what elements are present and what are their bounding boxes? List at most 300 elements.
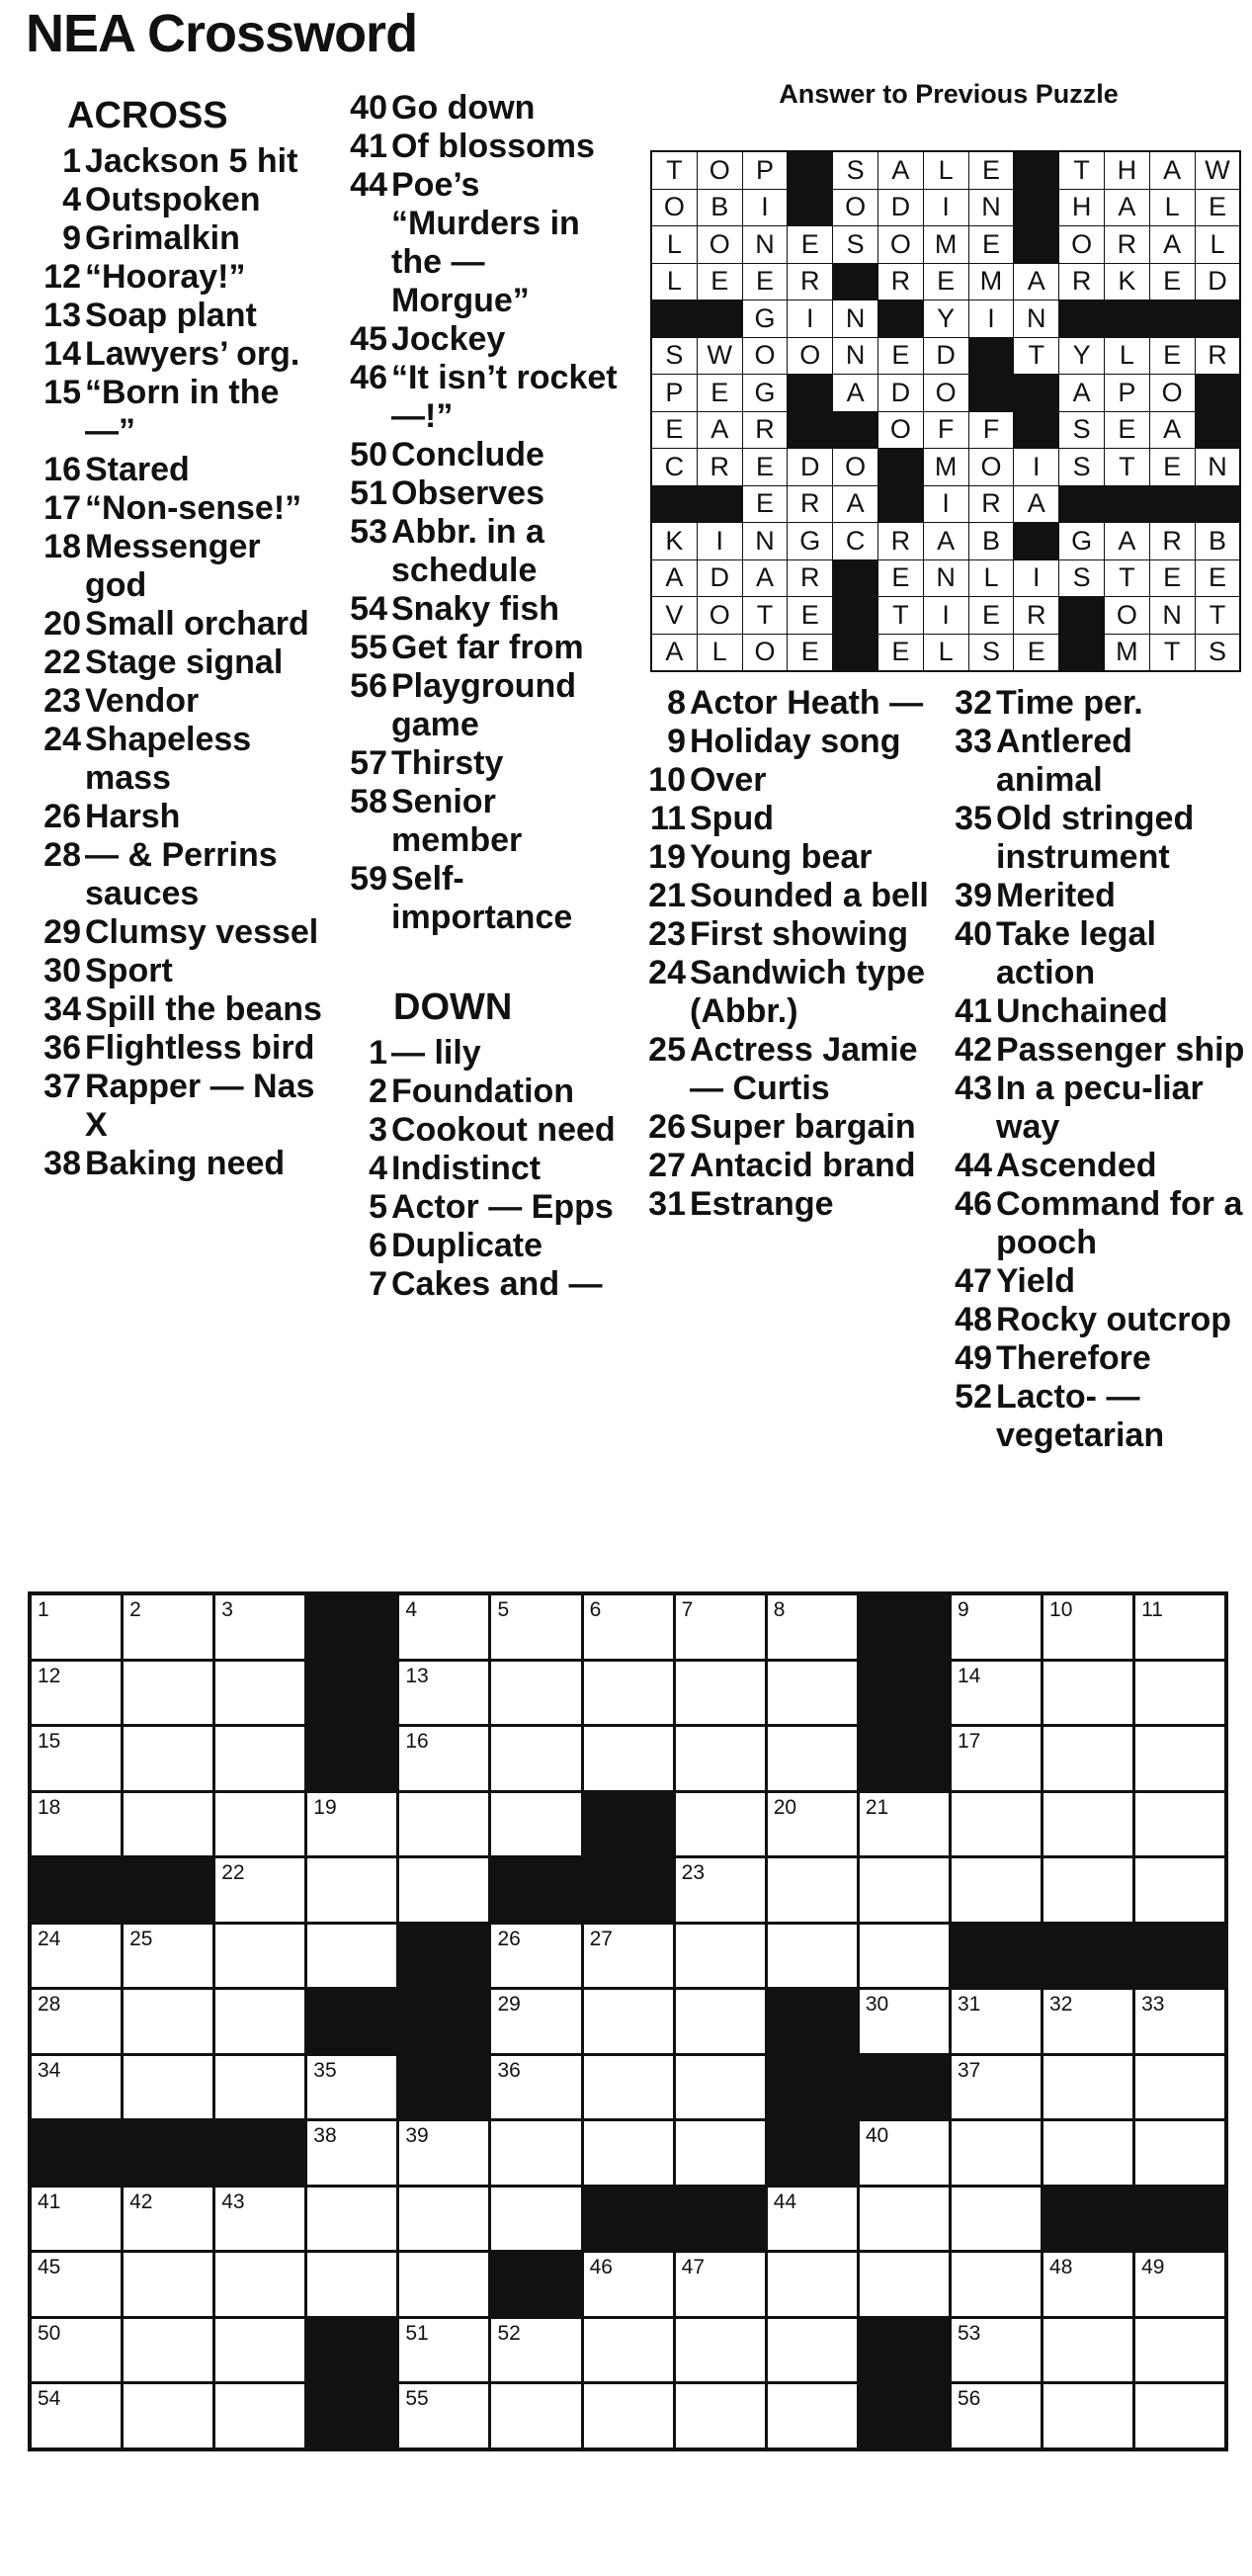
grid-cell[interactable] [124,2056,212,2119]
answer-cell: S [652,338,697,375]
grid-cell[interactable] [952,2319,1041,2382]
clue-number: 38 [43,1145,81,1182]
grid-cell[interactable] [1043,2253,1132,2316]
across-clue-9 [28,219,324,258]
grid-cell[interactable] [952,1595,1041,1659]
cell-number: 11 [1141,1598,1163,1621]
answer-cell: L [1105,338,1149,375]
grid-block [124,2121,212,2185]
grid-cell[interactable] [399,1662,488,1725]
grid-cell[interactable] [491,2384,580,2447]
grid-cell[interactable] [1135,2056,1224,2119]
clue-text: Therefore [996,1339,1151,1377]
grid-cell[interactable] [768,2188,857,2251]
grid-cell[interactable] [768,1793,857,1856]
grid-cell[interactable] [124,1990,212,2053]
clue-text: “Hooray!” [85,258,246,296]
grid-cell[interactable] [491,1662,580,1725]
across-clue-22 [28,644,324,682]
grid-cell[interactable] [124,2384,212,2447]
answer-cell: E [698,375,742,411]
grid-cell[interactable] [124,1662,212,1725]
cell-number: 4 [405,1598,418,1621]
grid-cell[interactable] [584,2319,673,2382]
down-clue-43 [939,1070,1245,1147]
cell-number: 41 [38,2190,61,2213]
grid-cell[interactable] [1043,1858,1132,1922]
grid-cell[interactable] [215,2056,304,2119]
answer-cell: T [1196,597,1240,634]
grid-block [860,1662,949,1725]
grid-cell[interactable] [215,1595,304,1659]
grid-cell[interactable] [584,1727,673,1790]
grid-block [307,1595,396,1659]
answer-block [1196,412,1240,449]
answer-block [878,486,923,523]
grid-cell[interactable] [1135,1858,1224,1922]
answer-cell: E [878,560,923,597]
grid-cell[interactable] [768,1858,857,1922]
answer-cell: I [924,486,968,523]
grid-cell[interactable] [399,2188,488,2251]
clue-text: Cookout need [391,1111,616,1149]
clue-number: 17 [43,489,81,527]
grid-cell[interactable] [215,2253,304,2316]
grid-cell[interactable] [1043,2384,1132,2447]
across-clue-58 [334,783,630,860]
answer-block [833,635,877,671]
across-clue-30 [28,952,324,990]
grid-cell[interactable] [307,1925,396,1988]
clue-number: 9 [62,219,81,257]
grid-cell[interactable] [584,1990,673,2053]
down-clue-26 [632,1108,929,1147]
cell-number: 26 [497,1927,521,1950]
clue-text: Take legal action [996,915,1156,991]
clue-text: Self-importance [391,860,573,936]
answer-cell: S [1059,560,1104,597]
grid-cell[interactable] [1135,2253,1224,2316]
across-clue-26 [28,798,324,836]
grid-cell[interactable] [952,2384,1041,2447]
grid-cell[interactable] [215,1858,304,1922]
grid-cell[interactable] [215,1990,304,2053]
answer-cell: P [1105,375,1149,411]
grid-cell[interactable] [491,1990,580,2053]
answer-cell: N [1196,449,1240,485]
answer-cell: O [924,375,968,411]
grid-cell[interactable] [124,2319,212,2382]
answer-cell: L [1196,226,1240,263]
answer-cell: A [743,560,788,597]
down-clue-48 [939,1301,1245,1339]
grid-cell[interactable] [32,1727,121,1790]
grid-cell[interactable] [1135,2319,1224,2382]
across-column-1 [28,87,324,1183]
answer-cell: E [878,338,923,375]
cell-number: 22 [221,1861,245,1884]
answer-cell: C [652,449,697,485]
grid-block [860,2056,949,2119]
answer-cell: S [1059,412,1104,449]
down-clue-1 [334,1034,630,1073]
answer-cell: I [924,190,968,226]
answer-cell: E [1196,190,1240,226]
grid-cell[interactable] [491,1595,580,1659]
grid-cell[interactable] [491,2121,580,2185]
cell-number: 18 [38,1795,61,1819]
grid-cell[interactable] [676,1727,765,1790]
grid-cell[interactable] [215,1662,304,1725]
grid-cell[interactable] [124,1925,212,1988]
across-clue-4 [28,181,324,219]
grid-cell[interactable] [952,1793,1041,1856]
clue-column-2 [334,89,630,1304]
grid-cell[interactable] [124,2253,212,2316]
clue-text: Sounded a bell [690,877,929,914]
clue-number: 53 [350,513,387,551]
clue-text: — lily [391,1034,481,1072]
grid-cell[interactable] [676,1793,765,1856]
cell-number: 15 [38,1730,61,1753]
answer-cell: D [924,338,968,375]
grid-cell[interactable] [584,1662,673,1725]
grid-cell[interactable] [124,1793,212,1856]
grid-cell[interactable] [307,2121,396,2185]
clue-number: 55 [350,629,387,666]
grid-cell[interactable] [399,1793,488,1856]
cell-number: 49 [1141,2256,1165,2278]
down-clue-8 [632,684,929,723]
answer-cell: D [878,375,923,411]
answer-block [698,486,742,523]
grid-cell[interactable] [676,2319,765,2382]
cell-number: 52 [497,2321,521,2345]
answer-cell: L [652,226,697,263]
clue-number: 54 [350,590,387,628]
grid-cell[interactable] [584,2056,673,2119]
grid-cell[interactable] [1043,1990,1132,2053]
grid-cell[interactable] [1135,1793,1224,1856]
clue-number: 46 [955,1185,992,1223]
grid-cell[interactable] [491,2319,580,2382]
answer-cell: R [1105,226,1149,263]
grid-cell[interactable] [307,1793,396,1856]
grid-cell[interactable] [676,1925,765,1988]
grid-cell[interactable] [768,1727,857,1790]
clue-number: 14 [43,335,81,373]
grid-cell[interactable] [399,1727,488,1790]
cell-number: 47 [681,2256,706,2278]
answer-cell: B [698,190,742,226]
answer-block [1150,486,1195,523]
clue-number: 45 [350,320,387,358]
cell-number: 20 [773,1795,797,1819]
grid-cell[interactable] [768,1662,857,1725]
answer-cell: F [969,412,1014,449]
grid-cell[interactable] [307,2188,396,2251]
answer-block [652,486,697,523]
grid-cell[interactable] [952,2188,1041,2251]
grid-cell[interactable] [1043,2056,1132,2119]
grid-cell[interactable] [491,1925,580,1988]
answer-cell: A [833,486,877,523]
cell-number: 10 [1049,1598,1073,1621]
clue-text: Senior member [391,783,523,859]
grid-block [584,1793,673,1856]
across-clue-54 [334,590,630,629]
grid-cell[interactable] [1135,1662,1224,1725]
cell-number: 50 [38,2321,61,2345]
grid-block [32,2121,121,2185]
grid-cell[interactable] [768,2319,857,2382]
clue-number: 42 [955,1031,992,1069]
across-clue-56 [334,667,630,744]
clue-text: Playground game [391,667,577,743]
grid-block [307,1990,396,2053]
grid-cell[interactable] [952,1990,1041,2053]
grid-block [952,1925,1041,1988]
grid-cell[interactable] [32,2188,121,2251]
grid-cell[interactable] [952,1727,1041,1790]
clue-text: Snaky fish [391,590,560,628]
grid-cell[interactable] [860,2253,949,2316]
grid-cell[interactable] [860,1925,949,1988]
grid-cell[interactable] [399,2121,488,2185]
grid-cell[interactable] [215,1727,304,1790]
across-clue-16 [28,451,324,489]
clue-number: 59 [350,860,387,898]
grid-cell[interactable] [307,2056,396,2119]
grid-cell[interactable] [32,2056,121,2119]
grid-cell[interactable] [860,1793,949,1856]
grid-cell[interactable] [1135,1990,1224,2053]
answer-cell: O [833,449,877,485]
grid-block [860,1595,949,1659]
down-clue-list-end [939,684,1245,1455]
answer-cell: P [743,152,788,189]
grid-block [1135,2188,1224,2251]
grid-block [124,1858,212,1922]
cell-number: 7 [681,1598,694,1621]
grid-cell[interactable] [676,1595,765,1659]
answer-block [1196,486,1240,523]
grid-cell[interactable] [768,1595,857,1659]
grid-cell[interactable] [1135,1595,1224,1659]
down-clue-list [334,1034,630,1304]
grid-cell[interactable] [860,2121,949,2185]
grid-cell[interactable] [399,1595,488,1659]
grid-cell[interactable] [491,1727,580,1790]
grid-cell[interactable] [952,1858,1041,1922]
clue-number: 41 [955,992,992,1030]
grid-cell[interactable] [215,2384,304,2447]
answer-cell: S [1196,635,1240,671]
grid-cell[interactable] [952,2056,1041,2119]
grid-cell[interactable] [32,1793,121,1856]
down-clue-31 [632,1185,929,1224]
grid-block [307,2384,396,2447]
answer-cell: E [652,412,697,449]
grid-cell[interactable] [399,1858,488,1922]
across-clue-51 [334,474,630,513]
grid-cell[interactable] [215,1793,304,1856]
clue-number: 16 [43,451,81,488]
clue-text: Outspoken [85,181,261,218]
clue-text: First showing [690,915,908,953]
grid-cell[interactable] [1043,1793,1132,1856]
grid-cell[interactable] [32,2253,121,2316]
grid-cell[interactable] [124,1727,212,1790]
answer-cell: T [878,597,923,634]
grid-cell[interactable] [584,2253,673,2316]
clue-text: Jackson 5 hit [85,142,298,180]
clue-text: Foundation [391,1073,575,1110]
answer-cell: S [833,226,877,263]
clue-number: 34 [43,990,81,1028]
answer-cell: D [698,560,742,597]
across-clue-55 [334,629,630,667]
grid-cell[interactable] [676,1990,765,2053]
answer-cell: S [833,152,877,189]
grid-cell[interactable] [32,1662,121,1725]
clue-number: 44 [955,1147,992,1184]
cell-number: 12 [38,1664,61,1687]
grid-cell[interactable] [399,2384,488,2447]
grid-cell[interactable] [952,2121,1041,2185]
answer-block [1014,152,1058,189]
grid-cell[interactable] [1135,2121,1224,2185]
grid-cell[interactable] [768,2384,857,2447]
grid-block [860,2384,949,2447]
answer-cell: Y [1059,338,1104,375]
answer-cell: E [1150,449,1195,485]
grid-cell[interactable] [32,1990,121,2053]
across-clue-37 [28,1068,324,1145]
grid-cell[interactable] [584,1925,673,1988]
grid-cell[interactable] [32,2319,121,2382]
grid-cell[interactable] [676,2384,765,2447]
clue-number: 4 [62,181,81,218]
answer-block [1150,301,1195,337]
answer-block [1105,486,1149,523]
clue-number: 26 [43,798,81,835]
answer-cell: O [1059,226,1104,263]
cell-number: 3 [221,1598,233,1621]
grid-cell[interactable] [676,2253,765,2316]
grid-block [32,1858,121,1922]
answer-cell: E [743,449,788,485]
grid-cell[interactable] [215,1925,304,1988]
grid-cell[interactable] [1043,1727,1132,1790]
grid-cell[interactable] [307,2253,396,2316]
across-clue-38 [28,1145,324,1183]
answer-cell: A [1150,226,1195,263]
grid-cell[interactable] [584,1595,673,1659]
grid-cell[interactable] [399,2319,488,2382]
down-heading: DOWN [393,987,513,1028]
grid-cell[interactable] [215,2188,304,2251]
grid-cell[interactable] [768,1925,857,1988]
grid-cell[interactable] [491,2056,580,2119]
down-clue-33 [939,723,1245,800]
grid-cell[interactable] [584,2121,673,2185]
grid-cell[interactable] [124,1595,212,1659]
answer-cell: E [969,226,1014,263]
clue-text: Observes [391,474,544,512]
grid-cell[interactable] [768,2253,857,2316]
grid-cell[interactable] [676,2056,765,2119]
answer-cell: S [969,635,1014,671]
grid-cell[interactable] [1135,2384,1224,2447]
grid-cell[interactable] [860,2188,949,2251]
grid-cell[interactable] [676,1662,765,1725]
clue-text: Sandwich type (Abbr.) [690,954,926,1030]
grid-cell[interactable] [1043,1662,1132,1725]
answer-block [788,190,832,226]
previous-answer-title: Answer to Previous Puzzle [779,79,1119,109]
grid-block [399,1990,488,2053]
clue-text: Thirsty [391,744,504,782]
down-clue-46 [939,1185,1245,1262]
answer-cell: I [788,301,832,337]
answer-cell: E [1150,338,1195,375]
across-clue-list [28,142,324,1183]
grid-cell[interactable] [32,1595,121,1659]
answer-cell: E [1196,560,1240,597]
cell-number: 37 [957,2058,981,2082]
grid-cell[interactable] [860,1990,949,2053]
clue-number: 32 [955,684,992,722]
answer-cell: I [698,523,742,559]
clue-number: 46 [350,359,387,396]
grid-cell[interactable] [584,2384,673,2447]
grid-cell[interactable] [952,1662,1041,1725]
grid-cell[interactable] [1043,2121,1132,2185]
clue-number: 15 [43,374,81,411]
grid-cell[interactable] [124,2188,212,2251]
grid-cell[interactable] [399,2253,488,2316]
grid-cell[interactable] [307,1858,396,1922]
grid-block [307,1662,396,1725]
grid-cell[interactable] [32,1925,121,1988]
answer-cell: E [1105,412,1149,449]
clue-text: Lawyers’ org. [85,335,300,373]
grid-block [768,1990,857,2053]
grid-cell[interactable] [860,1858,949,1922]
grid-cell[interactable] [1043,2319,1132,2382]
grid-cell[interactable] [1135,1727,1224,1790]
answer-cell: E [878,635,923,671]
cell-number: 43 [221,2190,245,2213]
clue-number: 20 [43,605,81,643]
grid-cell[interactable] [215,2319,304,2382]
answer-cell: I [924,597,968,634]
answer-cell: T [652,152,697,189]
grid-cell[interactable] [32,2384,121,2447]
grid-cell[interactable] [1043,1595,1132,1659]
clue-text: Yield [996,1262,1075,1300]
grid-cell[interactable] [952,2253,1041,2316]
grid-cell[interactable] [676,1858,765,1922]
clue-text: Merited [996,877,1116,914]
grid-cell[interactable] [676,2121,765,2185]
cell-number: 21 [865,1795,889,1819]
grid-cell[interactable] [491,2188,580,2251]
clue-text: Estrange [690,1185,834,1223]
grid-cell[interactable] [491,1793,580,1856]
grid-block [768,2056,857,2119]
